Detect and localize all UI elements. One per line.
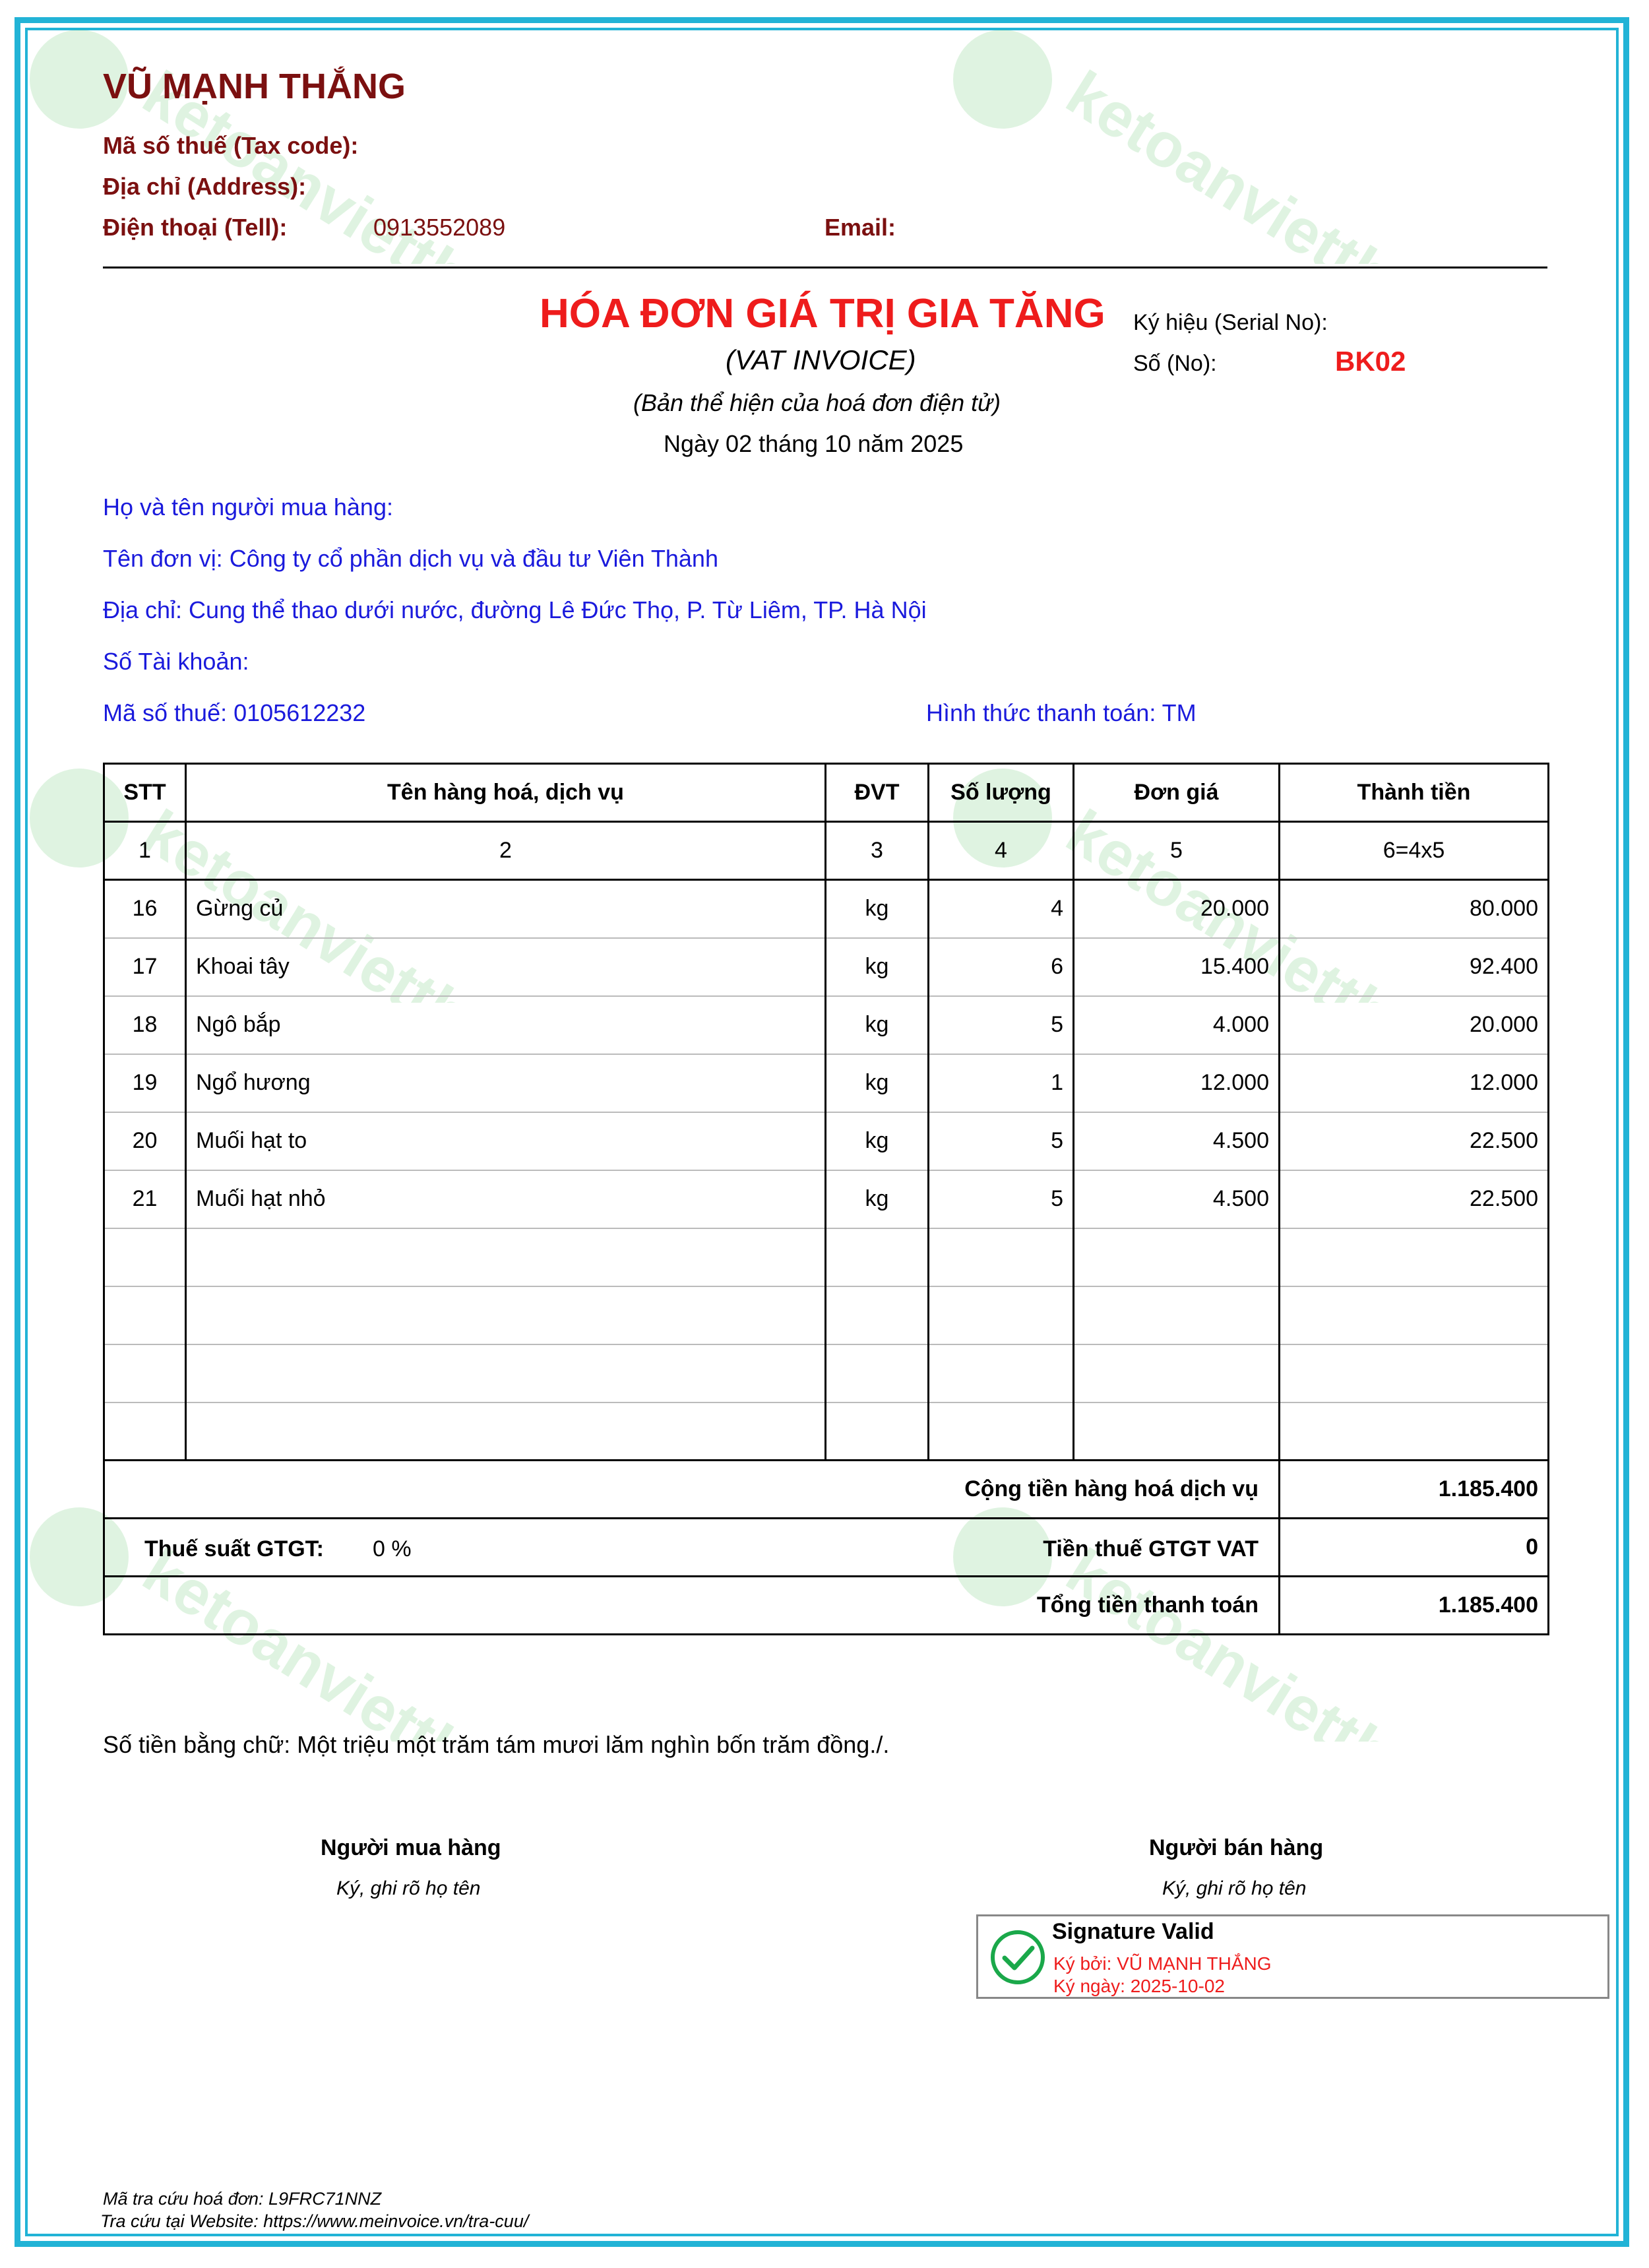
row-unit: kg	[826, 1054, 929, 1112]
row-unit: kg	[826, 1112, 929, 1170]
invoice-date: Ngày 02 tháng 10 năm 2025	[664, 430, 964, 457]
invoice-number: BK02	[1335, 346, 1406, 377]
phone-label: Điện thoại (Tell):	[103, 214, 288, 241]
row-item-name: Muối hạt nhỏ	[186, 1170, 826, 1228]
svg-text:ketoanvietthung: ketoanvietthung	[1054, 796, 1412, 1003]
row-item-name: Gừng củ	[186, 880, 826, 938]
vat-amount-value: 0	[1280, 1519, 1549, 1577]
vat-amount-label: Tiền thuế GTGT VAT	[1043, 1536, 1259, 1561]
buyer-company-line: Tên đơn vị: Công ty cổ phần dịch vụ và đầu tư Viên Thành	[103, 545, 718, 572]
table-header-row	[104, 764, 1549, 822]
check-circle-icon	[989, 1928, 1047, 1986]
row-amount: 12.000	[1280, 1054, 1549, 1112]
row-quantity: 5	[929, 1112, 1074, 1170]
empty-row	[104, 1344, 1549, 1402]
row-item-name: Khoai tây	[186, 938, 826, 996]
index-cell: 5	[1074, 822, 1280, 880]
row-amount: 80.000	[1280, 880, 1549, 938]
row-item-name: Muối hạt to	[186, 1112, 826, 1170]
row-quantity: 4	[929, 880, 1074, 938]
row-item-name: Ngổ hương	[186, 1054, 826, 1112]
invoice-no-label: Số (No):	[1133, 351, 1217, 376]
buyer-name-line: Họ và tên người mua hàng:	[103, 493, 393, 520]
row-stt: 20	[104, 1112, 186, 1170]
row-amount: 20.000	[1280, 996, 1549, 1054]
subtotal-row	[104, 1461, 1549, 1519]
buyer-address-line: Địa chỉ: Cung thể thao dưới nước, đường Lê Đức Thọ, P. Từ Liêm, TP. Hà Nội	[103, 596, 927, 623]
invoice-title: HÓA ĐƠN GIÁ TRỊ GIA TĂNG	[540, 291, 1105, 336]
buyer-signature-title: Người mua hàng	[321, 1835, 501, 1860]
row-stt: 21	[104, 1170, 186, 1228]
svg-text:ketoanvietthung: ketoanvietthung	[131, 57, 488, 264]
row-quantity: 5	[929, 1170, 1074, 1228]
row-stt: 18	[104, 996, 186, 1054]
vat-cell	[104, 1519, 1280, 1577]
table-row	[104, 1054, 1549, 1112]
row-unit-price: 15.400	[1074, 938, 1280, 996]
row-amount: 22.500	[1280, 1112, 1549, 1170]
address-label: Địa chỉ (Address):	[103, 173, 307, 200]
row-unit-price: 4.500	[1074, 1112, 1280, 1170]
lookup-code: Mã tra cứu hoá đơn: L9FRC71NNZ	[103, 2189, 382, 2209]
table-row	[104, 880, 1549, 938]
row-amount: 92.400	[1280, 938, 1549, 996]
empty-row	[104, 1286, 1549, 1344]
index-cell: 1	[104, 822, 186, 880]
svg-text:ketoanvietthung: ketoanvietthung	[1054, 1535, 1412, 1742]
row-stt: 16	[104, 880, 186, 938]
header-amount: Thành tiền	[1280, 764, 1549, 822]
row-unit: kg	[826, 880, 929, 938]
svg-text:ketoanvietthung: ketoanvietthung	[1054, 57, 1412, 264]
row-amount: 22.500	[1280, 1170, 1549, 1228]
row-unit-price: 4.000	[1074, 996, 1280, 1054]
seller-name: VŨ MẠNH THẮNG	[103, 67, 406, 106]
row-quantity: 1	[929, 1054, 1074, 1112]
index-cell: 6=4x5	[1280, 822, 1549, 880]
svg-text:ketoanvietthung: ketoanvietthung	[131, 1535, 488, 1742]
empty-row	[104, 1402, 1549, 1461]
row-stt: 19	[104, 1054, 186, 1112]
tax-code-label: Mã số thuế (Tax code):	[103, 132, 359, 159]
header-stt: STT	[104, 764, 186, 822]
buyer-signature-note: Ký, ghi rõ họ tên	[336, 1877, 481, 1899]
seller-signature-note: Ký, ghi rõ họ tên	[1162, 1877, 1307, 1899]
signature-valid-label: Signature Valid	[1052, 1919, 1214, 1944]
amount-in-words: Số tiền bằng chữ: Một triệu một trăm tám mươi lăm nghìn bốn trăm đồng./.	[103, 1731, 890, 1758]
header-divider	[103, 267, 1547, 268]
header-unit-price: Đơn giá	[1074, 764, 1280, 822]
table-row	[104, 1170, 1549, 1228]
buyer-tax-line: Mã số thuế: 0105612232	[103, 699, 366, 726]
table-row	[104, 1112, 1549, 1170]
lookup-website[interactable]: Tra cứu tại Website: https://www.meinvoice.vn/tra-cuu/	[100, 2211, 529, 2231]
invoice-subtitle: (VAT INVOICE)	[726, 344, 916, 375]
payment-method-line: Hình thức thanh toán: TM	[926, 699, 1197, 726]
serial-label: Ký hiệu (Serial No):	[1133, 310, 1328, 335]
total-label: Tổng tiền thanh toán	[104, 1577, 1280, 1635]
empty-row	[104, 1228, 1549, 1286]
row-unit-price: 4.500	[1074, 1170, 1280, 1228]
svg-text:ketoanvietthung: ketoanvietthung	[131, 796, 488, 1003]
signed-date: Ký ngày: 2025-10-02	[1053, 1976, 1225, 1996]
vat-row	[104, 1519, 1549, 1577]
row-stt: 17	[104, 938, 186, 996]
row-unit-price: 12.000	[1074, 1054, 1280, 1112]
vat-rate-label: Thuế suất GTGT:	[144, 1536, 324, 1561]
subtotal-value: 1.185.400	[1280, 1461, 1549, 1519]
vat-rate-value: 0 %	[373, 1536, 412, 1561]
header-quantity: Số lượng	[929, 764, 1074, 822]
signed-by: Ký bởi: VŨ MẠNH THẮNG	[1053, 1953, 1272, 1974]
buyer-account-line: Số Tài khoản:	[103, 648, 249, 675]
invoice-note: (Bản thể hiện của hoá đơn điện tử)	[633, 389, 1001, 416]
row-unit: kg	[826, 1170, 929, 1228]
email-label: Email:	[824, 214, 896, 241]
seller-signature-title: Người bán hàng	[1149, 1835, 1324, 1860]
index-cell: 3	[826, 822, 929, 880]
header-item-name: Tên hàng hoá, dịch vụ	[186, 764, 826, 822]
header-unit: ĐVT	[826, 764, 929, 822]
table-row	[104, 938, 1549, 996]
index-cell: 2	[186, 822, 826, 880]
table-index-row	[104, 822, 1549, 880]
total-value: 1.185.400	[1280, 1577, 1549, 1635]
row-unit-price: 20.000	[1074, 880, 1280, 938]
items-table	[103, 763, 1549, 1635]
subtotal-label: Cộng tiền hàng hoá dịch vụ	[104, 1461, 1280, 1519]
row-quantity: 5	[929, 996, 1074, 1054]
row-unit: kg	[826, 996, 929, 1054]
table-row	[104, 996, 1549, 1054]
total-row	[104, 1577, 1549, 1635]
row-unit: kg	[826, 938, 929, 996]
digital-signature-box	[976, 1914, 1609, 1999]
phone-value: 0913552089	[373, 214, 506, 241]
row-item-name: Ngô bắp	[186, 996, 826, 1054]
index-cell: 4	[929, 822, 1074, 880]
row-quantity: 6	[929, 938, 1074, 996]
